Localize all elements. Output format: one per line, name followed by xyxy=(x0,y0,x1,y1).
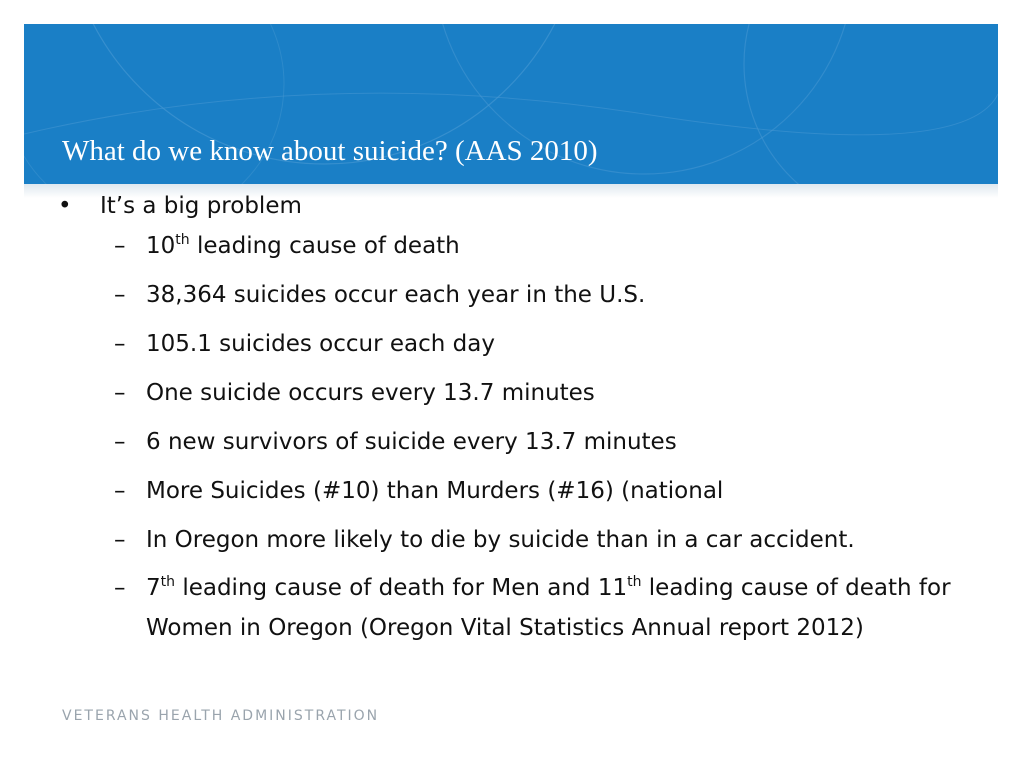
dash-marker: – xyxy=(114,380,126,406)
item-rest: leading cause of death xyxy=(189,233,460,259)
ordinal-suffix: th xyxy=(175,232,190,248)
item-rest: leading cause of death for Women in Oregon (Oregon Vital Statistics Annual report 2012) xyxy=(146,575,951,641)
dash-marker: – xyxy=(114,331,126,357)
main-bullet-text: It’s a big problem xyxy=(100,193,302,219)
list-item xyxy=(58,471,958,512)
slide-body xyxy=(58,186,958,656)
item-text: 6 new survivors of suicide every 13.7 minutes xyxy=(146,429,677,455)
list-item xyxy=(58,226,958,267)
dash-marker: – xyxy=(114,527,126,553)
dash-marker: – xyxy=(114,282,126,308)
dash-marker: – xyxy=(114,575,126,601)
item-text xyxy=(146,575,951,641)
footer-organization: VETERANS HEALTH ADMINISTRATION xyxy=(62,708,380,724)
item-text: More Suicides (#10) than Murders (#16) (national xyxy=(146,478,724,504)
list-item xyxy=(58,422,958,463)
ordinal-suffix: th xyxy=(160,574,176,590)
sub-bullet-list xyxy=(58,226,958,648)
dash-marker: – xyxy=(114,429,126,455)
list-item xyxy=(58,275,958,316)
item-text: 38,364 suicides occur each year in the U.S. xyxy=(146,282,646,308)
list-item xyxy=(58,520,958,560)
main-bullet xyxy=(58,186,958,226)
item-text xyxy=(146,233,460,259)
list-item xyxy=(58,568,958,648)
list-item xyxy=(58,373,958,414)
slide-title: What do we know about suicide? (AAS 2010) xyxy=(62,135,598,167)
dash-marker: – xyxy=(114,233,126,259)
list-item xyxy=(58,324,958,365)
item-text: One suicide occurs every 13.7 minutes xyxy=(146,380,595,406)
ordinal-suffix: th xyxy=(627,574,642,590)
item-middle: leading cause of death for Men and 11 xyxy=(175,575,628,601)
ordinal-number: 7 xyxy=(146,575,161,601)
dash-marker: – xyxy=(114,478,126,504)
bullet-marker: • xyxy=(58,193,72,219)
item-text: 105.1 suicides occur each day xyxy=(146,331,495,357)
ordinal-number: 10 xyxy=(146,233,176,259)
item-text: In Oregon more likely to die by suicide than in a car accident. xyxy=(146,527,855,553)
